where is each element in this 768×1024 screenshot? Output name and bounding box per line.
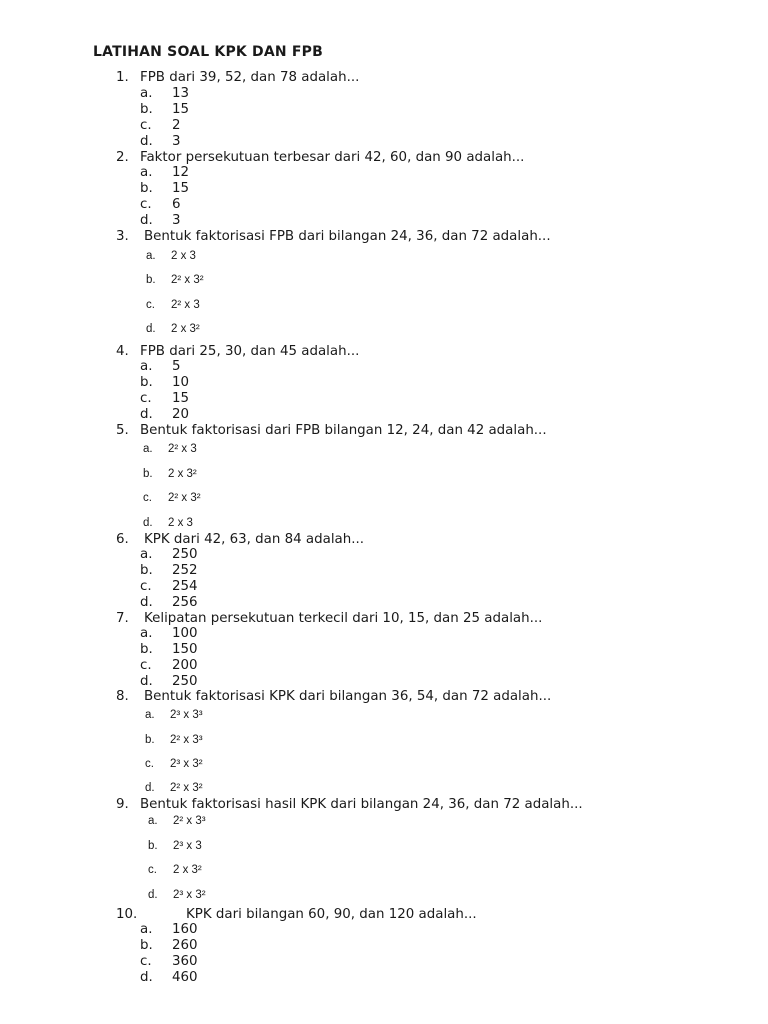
option-letter: d. <box>140 595 153 610</box>
option-letter: c. <box>140 118 152 133</box>
option-letter: b. <box>143 468 153 480</box>
option-letter: c. <box>140 197 152 212</box>
option-letter: a. <box>140 547 153 562</box>
option-value: 2² x 3² <box>170 782 203 794</box>
option-value: 2² x 3² <box>171 274 204 286</box>
option-letter: c. <box>148 864 157 876</box>
question-number: 5. <box>116 423 129 438</box>
question-number: 4. <box>116 344 129 359</box>
option-letter: c. <box>146 299 155 311</box>
option-letter: a. <box>140 165 153 180</box>
option-value: 5 <box>172 359 181 374</box>
question-text: Bentuk faktorisasi FPB dari bilangan 24, 36, dan 72 adalah... <box>144 229 551 244</box>
question-text: Faktor persekutuan terbesar dari 42, 60, dan 90 adalah... <box>140 150 525 165</box>
option-value: 252 <box>172 563 198 578</box>
option-value: 2³ x 3² <box>170 758 203 770</box>
option-letter: b. <box>148 840 158 852</box>
option-value: 2³ x 3 <box>173 840 202 852</box>
option-value: 2² x 3 <box>168 443 197 455</box>
option-letter: b. <box>140 102 153 117</box>
option-value: 200 <box>172 658 198 673</box>
option-value: 250 <box>172 674 198 689</box>
option-value: 2 <box>172 118 181 133</box>
option-letter: d. <box>146 323 156 335</box>
option-letter: d. <box>140 213 153 228</box>
option-letter: b. <box>140 642 153 657</box>
option-letter: c. <box>140 391 152 406</box>
question-text: Kelipatan persekutuan terkecil dari 10, 15, dan 25 adalah... <box>144 611 543 626</box>
option-letter: c. <box>143 492 152 504</box>
option-value: 2 x 3² <box>173 864 202 876</box>
option-letter: a. <box>140 922 153 937</box>
option-value: 15 <box>172 102 190 117</box>
option-letter: d. <box>145 782 155 794</box>
question-number: 7. <box>116 611 129 626</box>
option-value: 260 <box>172 938 198 953</box>
option-letter: a. <box>148 815 158 827</box>
option-value: 2 x 3² <box>171 323 200 335</box>
option-letter: b. <box>145 734 155 746</box>
option-value: 2³ x 3³ <box>170 709 203 721</box>
option-letter: c. <box>140 658 152 673</box>
option-value: 2 x 3² <box>168 468 197 480</box>
option-value: 256 <box>172 595 198 610</box>
option-value: 160 <box>172 922 198 937</box>
option-value: 3 <box>172 213 181 228</box>
option-value: 3 <box>172 134 181 149</box>
question-number: 1. <box>116 70 129 85</box>
option-letter: a. <box>145 709 155 721</box>
question-text: Bentuk faktorisasi KPK dari bilangan 36, 54, dan 72 adalah... <box>144 689 552 704</box>
question-number: 2. <box>116 150 129 165</box>
option-letter: d. <box>140 407 153 422</box>
option-value: 150 <box>172 642 198 657</box>
option-letter: c. <box>145 758 154 770</box>
option-value: 13 <box>172 86 190 101</box>
option-value: 2³ x 3² <box>173 889 206 901</box>
option-value: 15 <box>172 391 190 406</box>
document-title: LATIHAN SOAL KPK DAN FPB <box>93 44 323 60</box>
option-value: 2 x 3 <box>168 517 193 529</box>
option-letter: b. <box>140 375 153 390</box>
option-value: 2 x 3 <box>171 250 196 262</box>
option-value: 2² x 3² <box>168 492 201 504</box>
question-number: 6. <box>116 532 129 547</box>
question-number: 8. <box>116 689 129 704</box>
question-text: Bentuk faktorisasi hasil KPK dari bilangan 24, 36, dan 72 adalah... <box>140 797 583 812</box>
option-letter: b. <box>140 938 153 953</box>
option-letter: c. <box>140 954 152 969</box>
option-value: 15 <box>172 181 190 196</box>
question-text: KPK dari 42, 63, dan 84 adalah... <box>144 532 365 547</box>
option-value: 12 <box>172 165 190 180</box>
option-value: 460 <box>172 970 198 985</box>
question-number: 3. <box>116 229 129 244</box>
option-value: 6 <box>172 197 181 212</box>
question-text: FPB dari 25, 30, dan 45 adalah... <box>140 344 360 359</box>
option-letter: b. <box>140 181 153 196</box>
option-value: 2² x 3 <box>171 299 200 311</box>
option-letter: d. <box>140 674 153 689</box>
option-letter: b. <box>146 274 156 286</box>
option-letter: a. <box>146 250 156 262</box>
question-text: KPK dari bilangan 60, 90, dan 120 adalah... <box>186 907 477 922</box>
option-letter: b. <box>140 563 153 578</box>
option-letter: d. <box>143 517 153 529</box>
option-letter: a. <box>140 626 153 641</box>
option-value: 2² x 3³ <box>170 734 203 746</box>
option-value: 10 <box>172 375 190 390</box>
option-value: 360 <box>172 954 198 969</box>
question-number: 10. <box>116 907 138 922</box>
option-letter: d. <box>140 970 153 985</box>
option-value: 254 <box>172 579 198 594</box>
option-value: 2² x 3³ <box>173 815 206 827</box>
option-letter: a. <box>140 359 153 374</box>
option-letter: c. <box>140 579 152 594</box>
option-value: 250 <box>172 547 198 562</box>
option-value: 20 <box>172 407 190 422</box>
option-letter: a. <box>143 443 153 455</box>
question-text: Bentuk faktorisasi dari FPB bilangan 12, 24, dan 42 adalah... <box>140 423 547 438</box>
option-value: 100 <box>172 626 198 641</box>
option-letter: a. <box>140 86 153 101</box>
option-letter: d. <box>148 889 158 901</box>
question-number: 9. <box>116 797 129 812</box>
question-text: FPB dari 39, 52, dan 78 adalah... <box>140 70 360 85</box>
option-letter: d. <box>140 134 153 149</box>
